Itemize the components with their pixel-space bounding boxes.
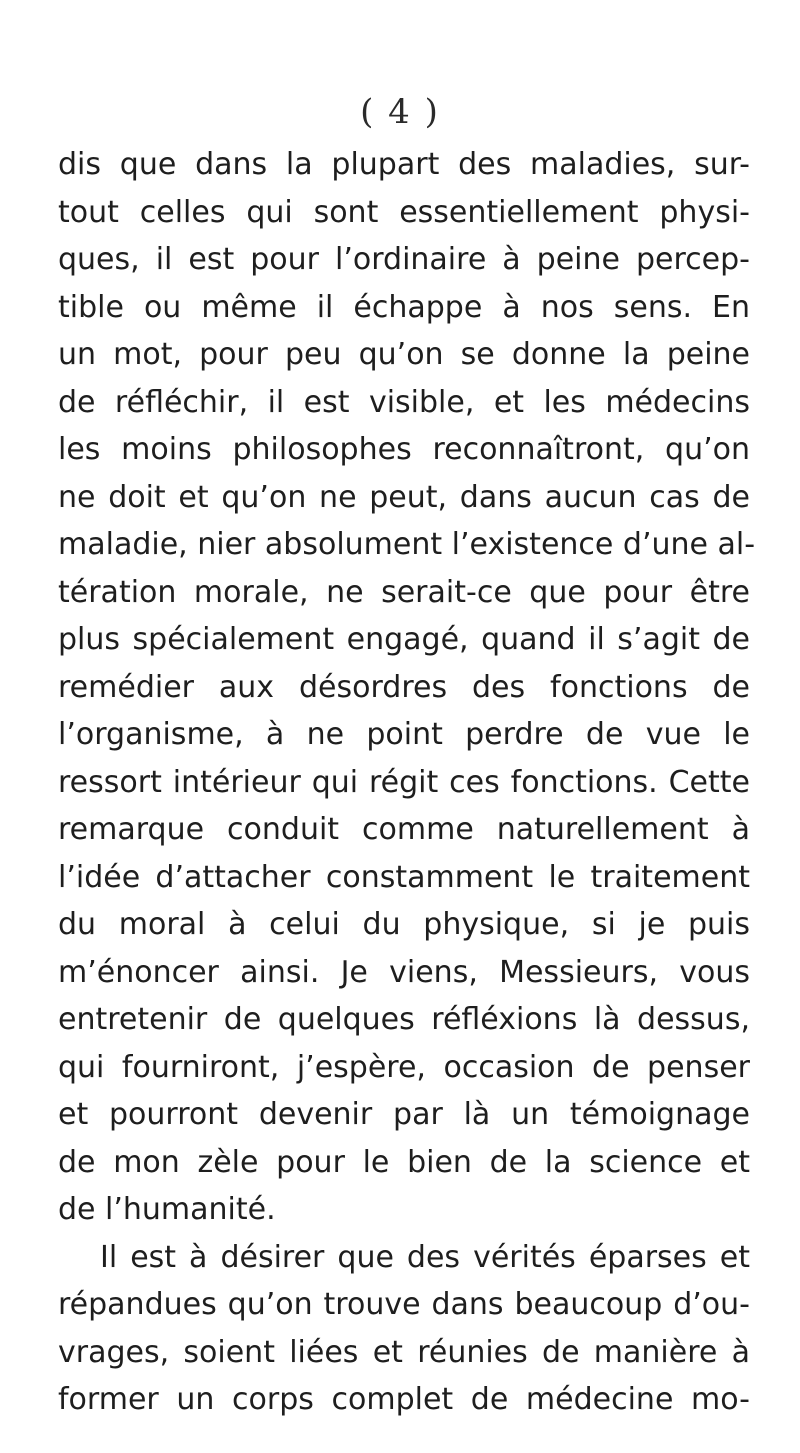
text-line: remédier aux désordres des fonctions de — [58, 669, 750, 705]
text-line: plus spécialement engagé, quand il s’agit de — [58, 622, 750, 657]
text-line: vrages, soient liées et réunies de manière à — [58, 1334, 750, 1370]
text-line: les moins philosophes reconnaîtront, qu’on — [58, 432, 750, 467]
paragraph-1 — [58, 141, 756, 1234]
text-line: et pourront devenir par là un témoignage — [58, 1097, 750, 1132]
page-number: ( 4 ) — [360, 92, 440, 132]
text-line: de réfléchir, il est visible, et les médecins — [58, 384, 750, 420]
text-line: maladie, nier absolument l’existence d’une al- — [58, 527, 756, 562]
body-text — [58, 141, 756, 1424]
text-line: former un corps complet de médecine mo- — [58, 1382, 750, 1417]
text-line: qui fourniront, j’espère, occasion de penser — [58, 1049, 750, 1085]
text-line: remarque conduit comme naturellement à — [58, 812, 750, 847]
text-line: tible ou même il échappe à nos sens. En — [58, 289, 750, 325]
text-line: répandues qu’on trouve dans beaucoup d’ou- — [58, 1287, 750, 1322]
text-line: dis que dans la plupart des maladies, sur- — [58, 147, 750, 182]
text-line: ressort intérieur qui régit ces fonctions. Cette — [58, 764, 750, 800]
text-line: de mon zèle pour le bien de la science et — [58, 1144, 750, 1180]
text-line: m’énoncer ainsi. Je viens, Messieurs, vous — [58, 954, 750, 990]
text-line: un mot, pour peu qu’on se donne la peine — [58, 337, 750, 372]
text-line: Il est à désirer que des vérités éparses et — [100, 1239, 750, 1275]
text-line: du moral à celui du physique, si je puis — [58, 907, 750, 942]
text-line: l’organisme, à ne point perdre de vue le — [58, 717, 750, 752]
text-line: tout celles qui sont essentiellement physi- — [58, 194, 750, 230]
text-line: ques, il est pour l’ordinaire à peine percep- — [58, 242, 750, 277]
text-line: entretenir de quelques réfléxions là dessus, — [58, 1002, 750, 1037]
text-line: de l’humanité. — [58, 1192, 276, 1227]
text-line: tération morale, ne serait-ce que pour être — [58, 574, 750, 610]
text-line: l’idée d’attacher constamment le traitement — [58, 859, 750, 895]
text-line: ne doit et qu’on ne peut, dans aucun cas de — [58, 479, 750, 515]
paragraph-2 — [58, 1234, 750, 1424]
